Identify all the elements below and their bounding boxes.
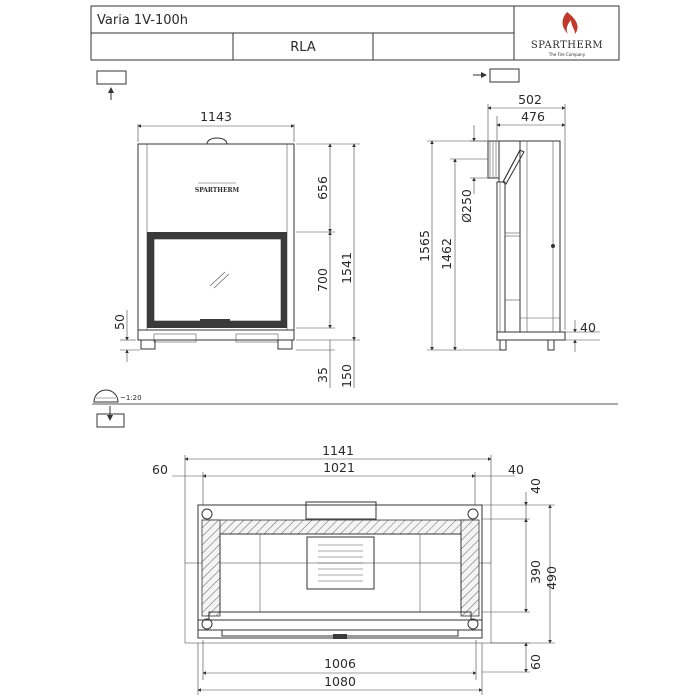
dim-top-base-width: 1080 bbox=[324, 674, 356, 689]
dim-side-depth-total: 502 bbox=[518, 92, 542, 107]
top-view bbox=[152, 443, 559, 695]
brand-name: SPARTHERM bbox=[530, 40, 604, 51]
dim-top-right-offset: 40 bbox=[508, 462, 524, 477]
dim-front-lower: 150 bbox=[339, 364, 354, 388]
dim-top-width-total: 1141 bbox=[322, 443, 354, 458]
flame-icon bbox=[563, 12, 578, 34]
dim-side-foot: 40 bbox=[580, 320, 596, 335]
brand-tagline: The Fire Company bbox=[548, 52, 586, 57]
side-view bbox=[417, 92, 600, 352]
window-glass bbox=[154, 239, 281, 321]
front-view-icon bbox=[97, 71, 126, 100]
top-view-scale: ~1:20 bbox=[120, 394, 142, 402]
dim-front-width: 1143 bbox=[200, 109, 232, 124]
dim-top-width-inner: 1021 bbox=[323, 460, 355, 475]
front-view bbox=[112, 109, 360, 388]
dim-top-top-offset: 40 bbox=[528, 478, 543, 494]
dim-front-window: 700 bbox=[315, 268, 330, 292]
dim-top-bottom-offset: 60 bbox=[528, 654, 543, 670]
dim-top-front-width: 1006 bbox=[324, 656, 356, 671]
brand-logo bbox=[531, 12, 603, 57]
dim-side-total: 1565 bbox=[417, 230, 432, 262]
dim-top-depth-inner: 390 bbox=[528, 560, 543, 584]
dim-side-depth-inner: 476 bbox=[521, 109, 545, 124]
dim-top-left-offset: 60 bbox=[152, 462, 168, 477]
model-name: Varia 1V-100h bbox=[97, 13, 189, 28]
dim-front-base: 50 bbox=[112, 314, 127, 330]
dim-front-foot: 35 bbox=[315, 367, 330, 383]
dim-side-flue-height: 1462 bbox=[439, 238, 454, 270]
dim-front-total: 1541 bbox=[339, 252, 354, 284]
title-block bbox=[91, 6, 619, 60]
dim-side-flue-diameter: Ø250 bbox=[459, 189, 474, 223]
variant-label: RLA bbox=[290, 40, 316, 55]
top-view-icon bbox=[94, 390, 142, 427]
dim-front-upper: 656 bbox=[315, 176, 330, 200]
side-view-icon bbox=[473, 69, 519, 82]
dim-top-depth-total: 490 bbox=[544, 566, 559, 590]
hood-logo: SPARTHERM bbox=[194, 187, 240, 194]
